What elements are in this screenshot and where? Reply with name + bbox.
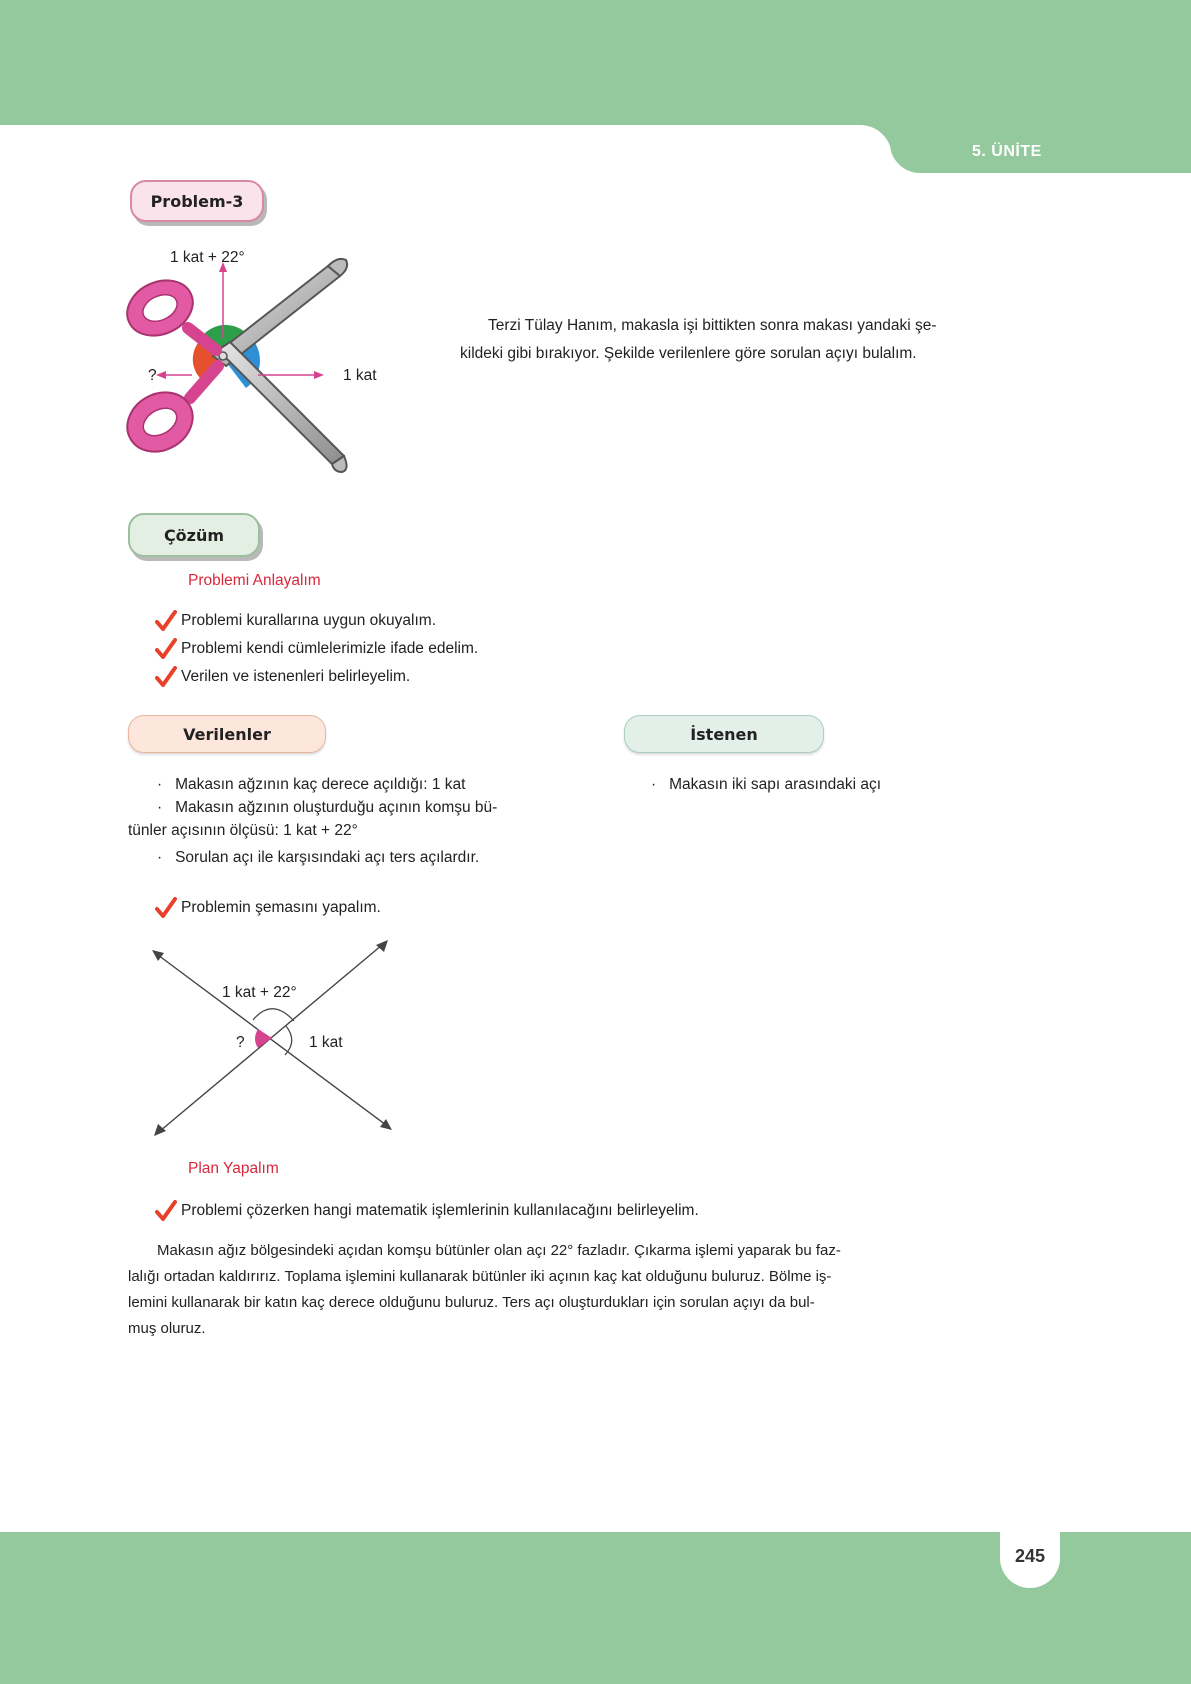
given-badge: Verilenler <box>128 715 326 753</box>
understand-check-text: Verilen ve istenenleri belirleyelim. <box>181 668 411 685</box>
understand-check-text: Problemi kurallarına uygun okuyalım. <box>181 612 437 629</box>
plan-paragraph-line3: lemini kullanarak bir katın kaç derece olduğunu buluruz. Ters açı oluşturdukları için sorulan açıyı da bul- <box>128 1294 815 1311</box>
page-number: 245 <box>1014 1546 1046 1566</box>
plan-paragraph-line2: lalığı ortadan kaldırırız. Toplama işlemini kullanarak bütünler iki açının kaç kat olduğunu buluruz. Bölme iş- <box>128 1268 832 1285</box>
wanted-badge: İstenen <box>624 715 824 753</box>
plan-paragraph-line1: Makasın ağız bölgesindeki açıdan komşu bütünler olan açı 22° fazladır. Çıkarma işlemi yaparak bu faz- <box>157 1242 841 1259</box>
given-item-2-cont: tünler açısının ölçüsü: 1 kat + 22° <box>128 822 358 839</box>
figure-right-label: 1 kat <box>343 367 377 384</box>
checkmark-icon <box>155 666 177 688</box>
plan-check <box>155 1200 699 1222</box>
problem-statement-line1: Terzi Tülay Hanım, makasla işi bittikten sonra makası yandaki şe- <box>488 317 937 334</box>
understand-title: Problemi Anlayalım <box>188 572 321 589</box>
given-item-3: · Sorulan açı ile karşısındaki açı ters açılardır. <box>157 849 480 866</box>
checkmark-icon <box>155 610 177 632</box>
understand-check-1 <box>155 610 436 632</box>
figure-top-label: 1 kat + 22° <box>170 249 245 266</box>
figure-left-label: ? <box>148 367 157 384</box>
schema-check <box>155 897 381 919</box>
plan-title: Plan Yapalım <box>188 1160 279 1177</box>
understand-check-text: Problemi kendi cümlelerimizle ifade edelim. <box>181 640 479 657</box>
scissors-figure <box>118 238 408 478</box>
problem-statement-line2: kildeki gibi bırakıyor. Şekilde verilenlere göre sorulan açıyı bulalım. <box>460 345 917 362</box>
solution-badge: Çözüm <box>128 513 260 557</box>
plan-paragraph-line4: muş oluruz. <box>128 1320 206 1337</box>
diagram-angle-top-arc <box>253 1009 294 1021</box>
checkmark-icon <box>155 897 177 919</box>
header-band <box>0 0 1191 125</box>
unit-label: 5. ÜNİTE <box>972 143 1042 160</box>
problem-badge: Problem-3 <box>130 180 264 222</box>
diagram-top-label: 1 kat + 22° <box>222 984 297 1001</box>
wanted-item-1: · Makasın iki sapı arasındaki açı <box>651 776 882 793</box>
given-item-1: · Makasın ağzının kaç derece açıldığı: 1 kat <box>157 776 466 793</box>
diagram-left-label: ? <box>236 1034 245 1051</box>
checkmark-icon <box>155 638 177 660</box>
understand-check-3 <box>155 666 410 688</box>
checkmark-icon <box>155 1200 177 1222</box>
plan-check-text: Problemi çözerken hangi matematik işlemlerinin kullanılacağını belirleyelim. <box>181 1202 699 1219</box>
plan-paragraph <box>128 1238 1048 1342</box>
understand-check-2 <box>155 638 478 660</box>
angle-diagram <box>150 935 400 1145</box>
scissor-blade-lower <box>218 342 344 464</box>
given-item-2: · Makasın ağzının oluşturduğu açının komşu bü- <box>157 799 498 816</box>
diagram-right-label: 1 kat <box>309 1034 343 1051</box>
schema-check-text: Problemin şemasını yapalım. <box>181 899 381 916</box>
